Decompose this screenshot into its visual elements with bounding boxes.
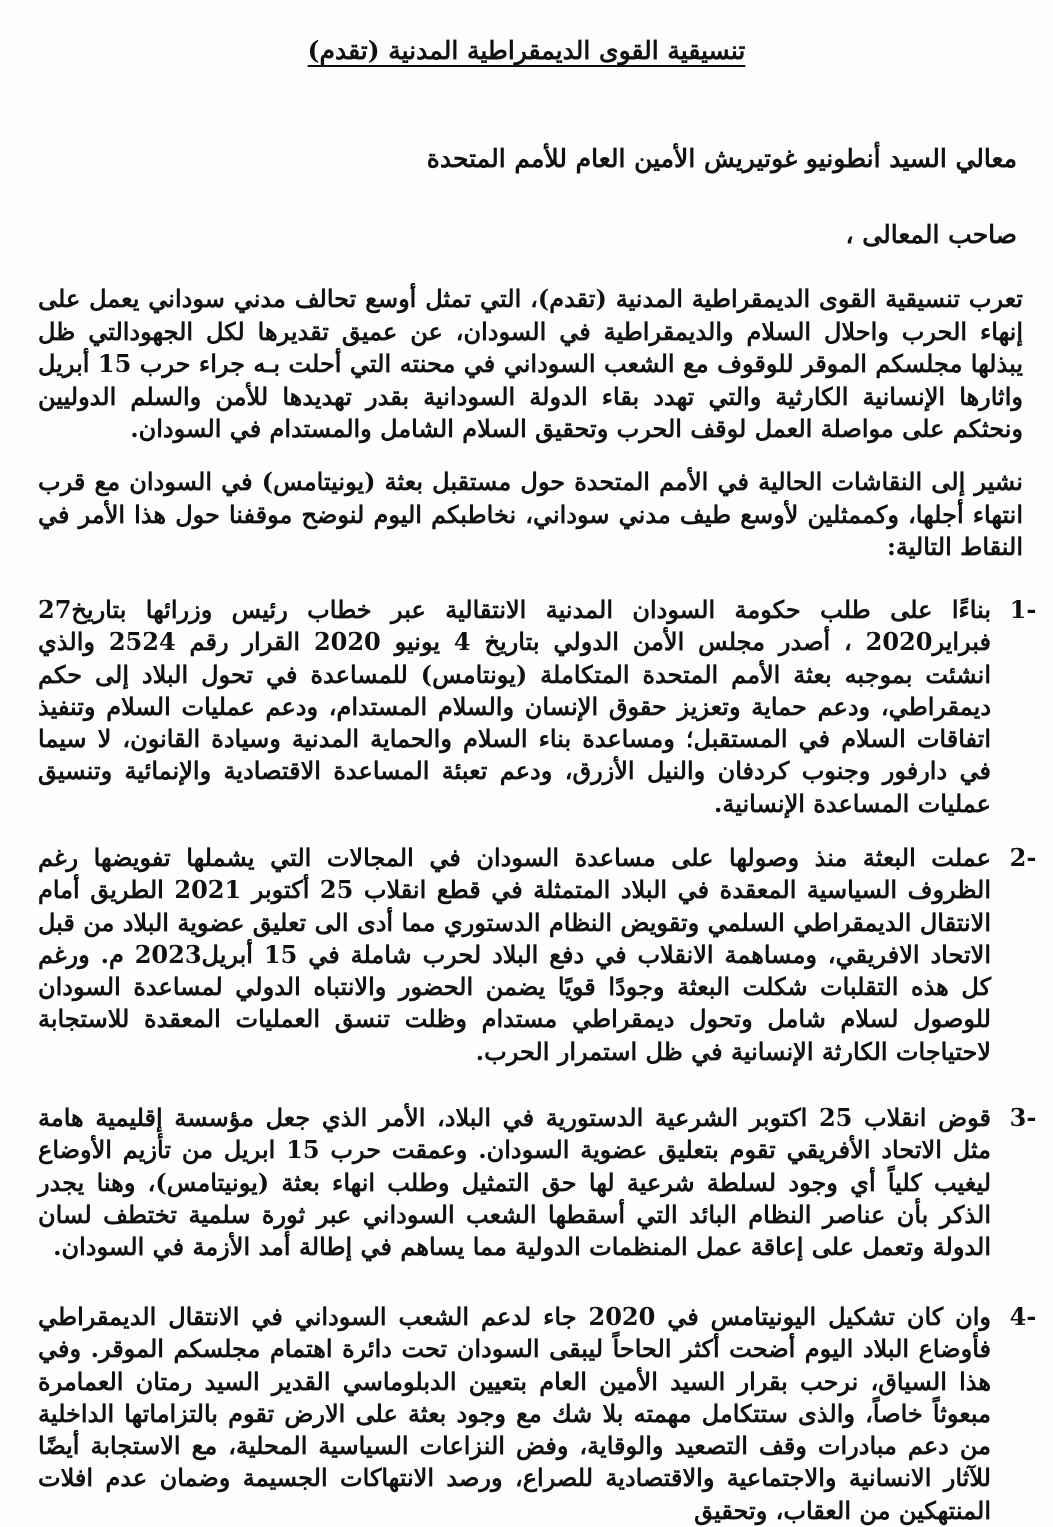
document-title: تنسيقية القوى الديمقراطية المدنية (تقدم) [307, 36, 746, 65]
intro-paragraph: تعرب تنسيقية القوى الديمقراطية المدنية (تقدم)، التي تمثل أوسع تحالف مدني سوداني يعمل على إنهاء الحرب واحلال السلام والديمقراطية في السودان، عن عميق تقديرها لكل الجهودالتي ظل يبذلها مجلسكم الموقر للوقوف مع الشعب السوداني في محنته التي أحلت بـه جراء حرب 15 أبريل واثارها الإنسانية الكارثية والتي تهدد بقاء الدولة السودانية بقدر تهديدها للأمن والسلم الدوليين ونحثكم على مواصلة العمل لوقف الحرب وتحقيق السلام الشامل والمستدام في السودان. [38, 284, 1023, 443]
point-item [38, 594, 1053, 820]
point-number: 3- [1009, 1103, 1037, 1132]
point-text: عملت البعثة منذ وصولها على مساعدة السودان في المجالات التي يشملها تفويضها رغم الظروف السياسية المعقدة في البلاد المتمثلة في قطع انقلاب 25 أكتوبر 2021 الطريق أمام الانتقال الديمقراطي السلمي وتقويض النظام الدستوري مما أدى الى تعليق عضوية البلاد من قبل الاتحاد الافريقي، ومساهمة الانقلاب في دفع البلاد لحرب شاملة في 15 أبريل2023 م. ورغم كل هذه التقلبات شكلت البعثة وجودًا قويًا يضمن الحضور والانتباه الدولي لمساعدة السودان للوصول لسلام شامل وتحول ديمقراطي مستدام وظلت تنسق العمليات المعقدة للاستجابة لاحتياجات الكارثة الإنسانية في ظل استمرار الحرب. [38, 843, 991, 1066]
point-item [38, 842, 1053, 1068]
salutation-line: صاحب المعالى ، [845, 220, 1017, 249]
context-paragraph: نشير إلى النقاشات الحالية في الأمم المتحدة حول مستقبل بعثة (يونيتامس) في السودان مع قرب انتهاء أجلها، وكممثلين لأوسع طيف مدني سوداني، نخاطبكم اليوم لنوضح موقفنا حول هذا الأمر في النقاط التالية: [38, 467, 1024, 561]
point-text: بناءًا على طلب حكومة السودان المدنية الانتقالية عبر خطاب رئيس وزرائها بتاريخ27 فبراير2020 ، أصدر مجلس الأمن الدولي بتاريخ 4 يونيو 2020 القرار رقم 2524 والذي انشئت بموجبه بعثة الأمم المتحدة المتكاملة (يونتامس) للمساعدة في تحول البلاد إلى حكم ديمقراطي، ودعم حماية وتعزيز حقوق الإنسان والسلام المستدام، ودعم عمليات السلام وتنفيذ اتفاقات السلام في المستقبل؛ ومساعدة بناء السلام والحماية المدنية وسيادة القانون، لا سيما في دارفور وجنوب كردفان والنيل الأزرق، ودعم تعبئة المساعدة الاقتصادية والإنمائية وتنسيق عمليات المساعدة الإنسانية. [38, 595, 991, 818]
point-number: 4- [1009, 1302, 1037, 1331]
addressee-line: معالي السيد أنطونيو غوتيريش الأمين العام للأمم المتحدة [426, 144, 1017, 173]
point-number: 2- [1009, 843, 1037, 872]
point-item [38, 1102, 1053, 1263]
point-number: 1- [1009, 595, 1037, 624]
point-text: وان كان تشكيل اليونيتامس في 2020 جاء لدعم الشعب السوداني في الانتقال الديمقراطي فأوضاع البلاد اليوم أضحت أكثر الحاحاً ليبقى السودان تحت دائرة اهتمام مجلسكم الموقر. وفي هذا السياق، نرحب بقرار السيد الأمين العام بتعيين الدبلوماسي القدير السيد رمتان العمامرة مبعوثاً خاصاً، والذى ستتكامل مهمته بلا شك مع وجود بعثة على الارض تقوم بالتزاماتها الداخلية من دعم مبادرات وقف التصعيد والوقاية، وفض النزاعات السياسية المحلية، مع الاستجابة أيضًا للآثار الانسانية والاجتماعية والاقتصادية للصراع، ورصد الانتهاكات الجسيمة وضمان عدم افلات المنتهكين من العقاب، وتحقيق [38, 1302, 992, 1525]
point-item [38, 1301, 1053, 1527]
point-text: قوض انقلاب 25 اكتوبر الشرعية الدستورية في البلاد، الأمر الذي جعل مؤسسة إقليمية هامة مثل الاتحاد الأفريقي تقوم بتعليق عضوية السودان. وعمقت حرب 15 ابريل من تأزيم الأوضاع ليغيب كلياً أي وجود لسلطة شرعية لها حق التمثيل وطلب انهاء بعثة (يونيتامس)، وهنا يجدر الذكر بأن عناصر النظام البائد التي أسقطها الشعب السوداني عبر ثورة سلمية تختطف لسان الدولة وتعمل على إعاقة عمل المنظمات الدولية مما يساهم في إطالة أمد الأزمة في السودان. [38, 1103, 992, 1262]
